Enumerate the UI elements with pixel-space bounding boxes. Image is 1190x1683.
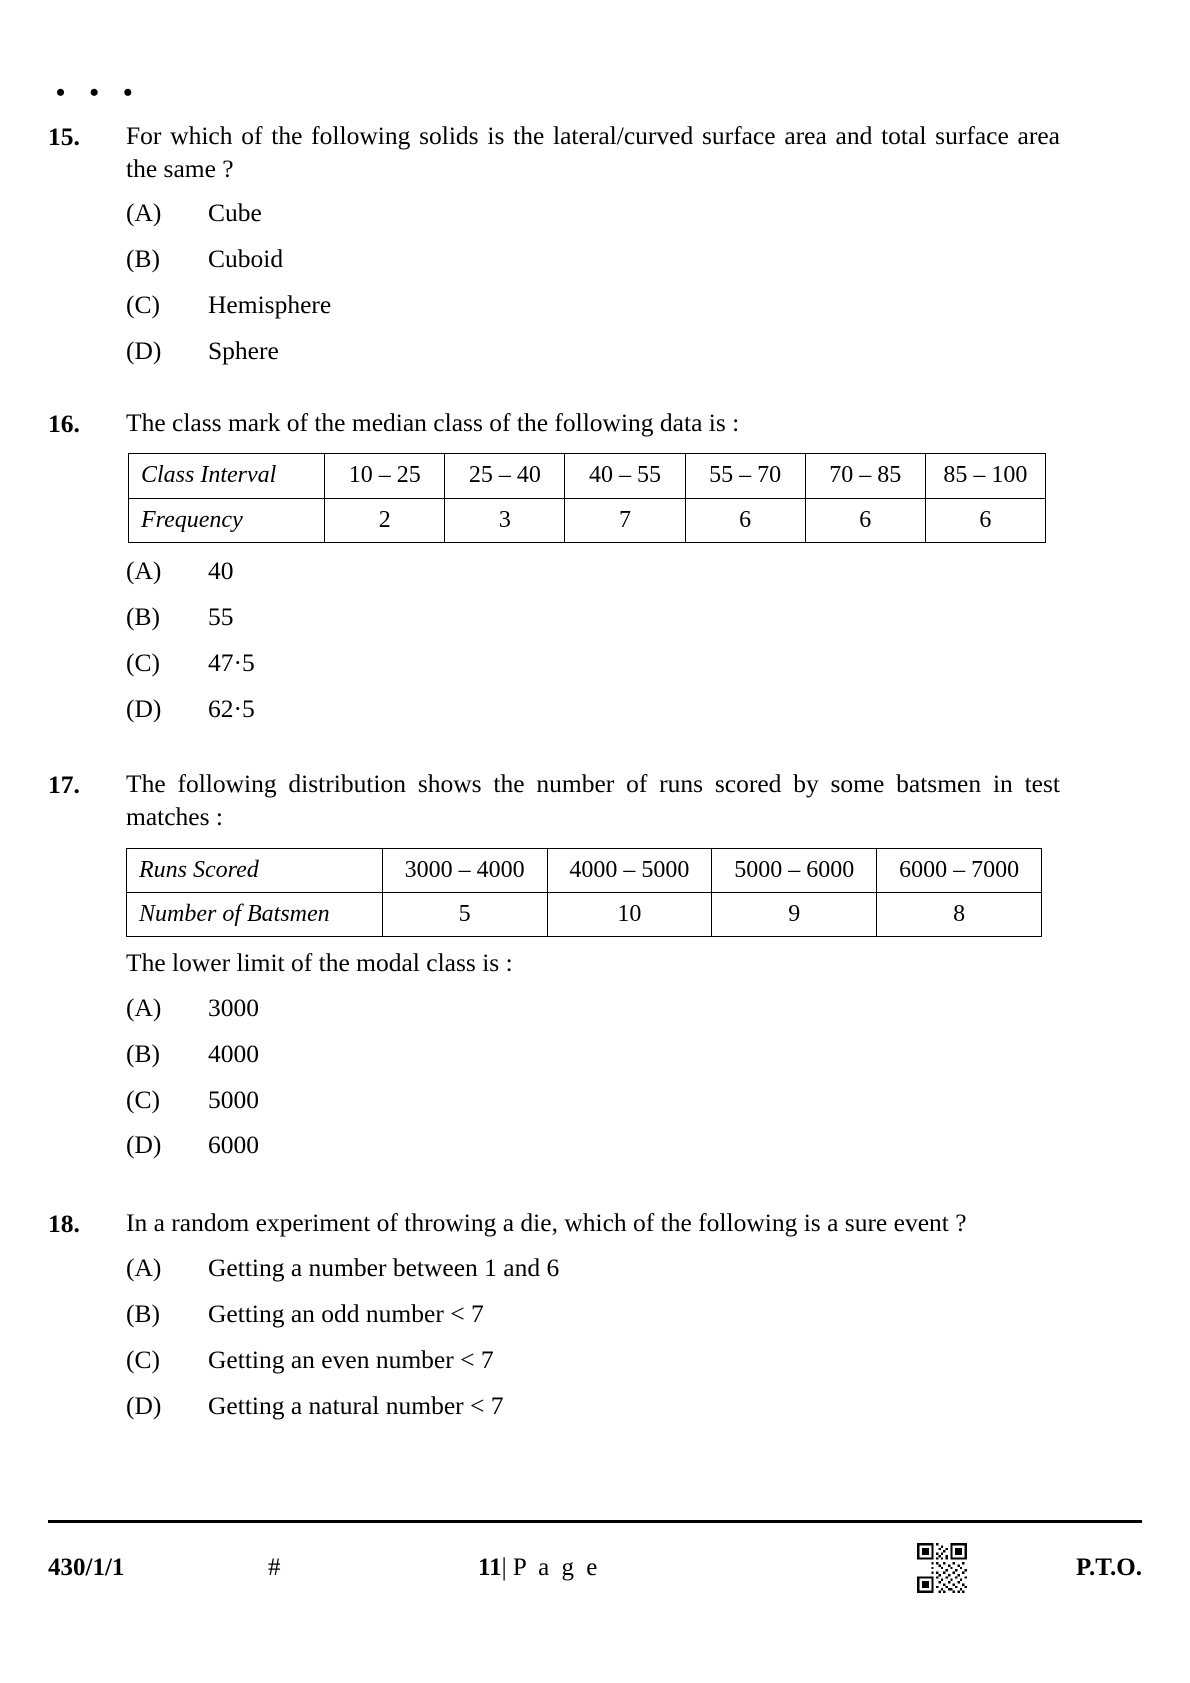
- page-separator: |: [501, 1554, 507, 1581]
- option-17-c-key: (C): [126, 1084, 160, 1114]
- page-indicator: [478, 1554, 882, 1582]
- question-17: [48, 768, 1060, 1161]
- question-16: [48, 407, 1060, 725]
- question-15: [48, 120, 1060, 367]
- option-18-d-label: Getting a natural number < 7: [208, 1390, 504, 1420]
- question-17-table-wrap: [126, 848, 1060, 938]
- option-15-d-label: Sphere: [208, 335, 279, 365]
- option-15-a[interactable]: [126, 197, 1060, 229]
- option-16-d[interactable]: [126, 693, 1060, 725]
- question-17-text: The following distribution shows the number of runs scored by some batsmen in test matches :: [126, 769, 1060, 832]
- option-18-a-label: Getting a number between 1 and 6: [208, 1252, 560, 1282]
- option-17-c-label: 5000: [208, 1084, 259, 1114]
- option-18-c[interactable]: [126, 1344, 1060, 1376]
- question-16-number: 16.: [48, 408, 80, 438]
- question-18: [48, 1207, 1060, 1421]
- option-17-b[interactable]: [126, 1038, 1060, 1070]
- table-row: [127, 848, 1042, 892]
- option-16-d-label: 62·5: [208, 693, 255, 723]
- qr-code-icon: [917, 1543, 967, 1593]
- page-word: P a g e: [512, 1554, 601, 1581]
- option-18-b-label: Getting an odd number < 7: [208, 1298, 484, 1328]
- page-number: 11: [478, 1554, 502, 1581]
- q17-interval-3: 6000 – 7000: [877, 848, 1042, 892]
- option-15-c[interactable]: [126, 289, 1060, 321]
- q16-frequency-4: 6: [805, 498, 925, 542]
- hash-mark: #: [268, 1554, 281, 1581]
- option-15-a-key: (A): [126, 198, 162, 228]
- question-17-subtext: The lower limit of the modal class is :: [126, 948, 513, 978]
- option-17-a-key: (A): [126, 992, 162, 1022]
- q16-frequency-0: 2: [325, 498, 445, 542]
- option-17-a-label: 3000: [208, 992, 259, 1022]
- q16-interval-3: 55 – 70: [685, 454, 805, 498]
- option-15-a-label: Cube: [208, 198, 262, 228]
- q16-interval-5: 85 – 100: [925, 454, 1045, 498]
- q17-interval-2: 5000 – 6000: [712, 848, 877, 892]
- q16-frequency-1: 3: [445, 498, 565, 542]
- option-18-b-key: (B): [126, 1298, 160, 1328]
- option-15-d[interactable]: [126, 335, 1060, 367]
- option-17-d-key: (D): [126, 1130, 162, 1160]
- option-16-d-key: (D): [126, 693, 162, 723]
- question-18-number: 18.: [48, 1209, 80, 1239]
- q16-frequency-3: 6: [685, 498, 805, 542]
- q17-batsmen-1: 10: [547, 892, 712, 936]
- option-15-c-key: (C): [126, 290, 160, 319]
- q16-interval-2: 40 – 55: [565, 454, 685, 498]
- table-row: [129, 498, 1046, 542]
- q16-row-label-frequency: Frequency: [129, 498, 325, 542]
- option-15-b[interactable]: [126, 243, 1060, 275]
- q17-batsmen-2: 9: [712, 892, 877, 936]
- option-17-d[interactable]: [126, 1129, 1060, 1161]
- option-17-c[interactable]: [126, 1084, 1060, 1116]
- question-15-options: [126, 197, 1060, 367]
- question-list: [48, 120, 1060, 1421]
- question-16-table-wrap: [126, 453, 1060, 543]
- question-17-options: [126, 992, 1060, 1162]
- question-18-text: In a random experiment of throwing a die, which of the following is a sure event ?: [126, 1208, 967, 1238]
- option-17-a[interactable]: [126, 992, 1060, 1024]
- question-17-table: [126, 848, 1042, 938]
- option-15-b-label: Cuboid: [208, 244, 284, 274]
- option-18-c-label: Getting an even number < 7: [208, 1344, 494, 1374]
- option-16-c[interactable]: [126, 647, 1060, 679]
- qr-code-wrap: [882, 1543, 1002, 1593]
- question-16-table: [128, 453, 1046, 543]
- q17-batsmen-3: 8: [877, 892, 1042, 936]
- q17-row-label-number-of-batsmen: Number of Batsmen: [127, 892, 383, 936]
- option-16-b-label: 55: [208, 601, 234, 631]
- q17-interval-0: 3000 – 4000: [382, 848, 547, 892]
- page-footer: [48, 1520, 1142, 1597]
- footer-divider: [48, 1520, 1142, 1523]
- option-18-d[interactable]: [126, 1390, 1060, 1422]
- q16-frequency-5: 6: [925, 498, 1045, 542]
- pto-label: P.T.O.: [1076, 1554, 1142, 1581]
- option-15-c-label: Hemisphere: [208, 290, 332, 319]
- option-17-d-label: 6000: [208, 1130, 259, 1160]
- question-16-text: The class mark of the median class of the following data is :: [126, 407, 740, 437]
- question-15-number: 15.: [48, 122, 80, 151]
- option-18-a[interactable]: [126, 1252, 1060, 1284]
- option-18-a-key: (A): [126, 1252, 162, 1282]
- option-16-a[interactable]: [126, 555, 1060, 587]
- continuation-dots: • • •: [56, 78, 142, 107]
- q17-batsmen-0: 5: [382, 892, 547, 936]
- q16-interval-4: 70 – 85: [805, 454, 925, 498]
- q17-interval-1: 4000 – 5000: [547, 848, 712, 892]
- q16-row-label-class-interval: Class Interval: [129, 454, 325, 498]
- question-18-options: [126, 1252, 1060, 1422]
- option-17-b-label: 4000: [208, 1038, 259, 1068]
- option-18-b[interactable]: [126, 1298, 1060, 1330]
- q16-interval-0: 10 – 25: [325, 454, 445, 498]
- option-15-b-key: (B): [126, 244, 160, 274]
- option-16-a-label: 40: [208, 555, 234, 585]
- option-16-a-key: (A): [126, 555, 162, 585]
- option-16-c-label: 47·5: [208, 647, 255, 677]
- option-18-c-key: (C): [126, 1344, 160, 1374]
- option-16-b[interactable]: [126, 601, 1060, 633]
- option-16-b-key: (B): [126, 601, 160, 631]
- option-18-d-key: (D): [126, 1390, 162, 1420]
- question-17-number: 17.: [48, 770, 80, 800]
- option-17-b-key: (B): [126, 1038, 160, 1068]
- question-15-text: For which of the following solids is the lateral/curved surface area and total surface area the same ?: [126, 121, 1060, 183]
- table-row: [129, 454, 1046, 498]
- option-15-d-key: (D): [126, 335, 162, 365]
- q16-frequency-2: 7: [565, 498, 685, 542]
- paper-code: 430/1/1: [48, 1554, 125, 1581]
- table-row: [127, 892, 1042, 936]
- q17-row-label-runs-scored: Runs Scored: [127, 848, 383, 892]
- q16-interval-1: 25 – 40: [445, 454, 565, 498]
- question-16-options: [126, 555, 1060, 725]
- option-16-c-key: (C): [126, 647, 160, 677]
